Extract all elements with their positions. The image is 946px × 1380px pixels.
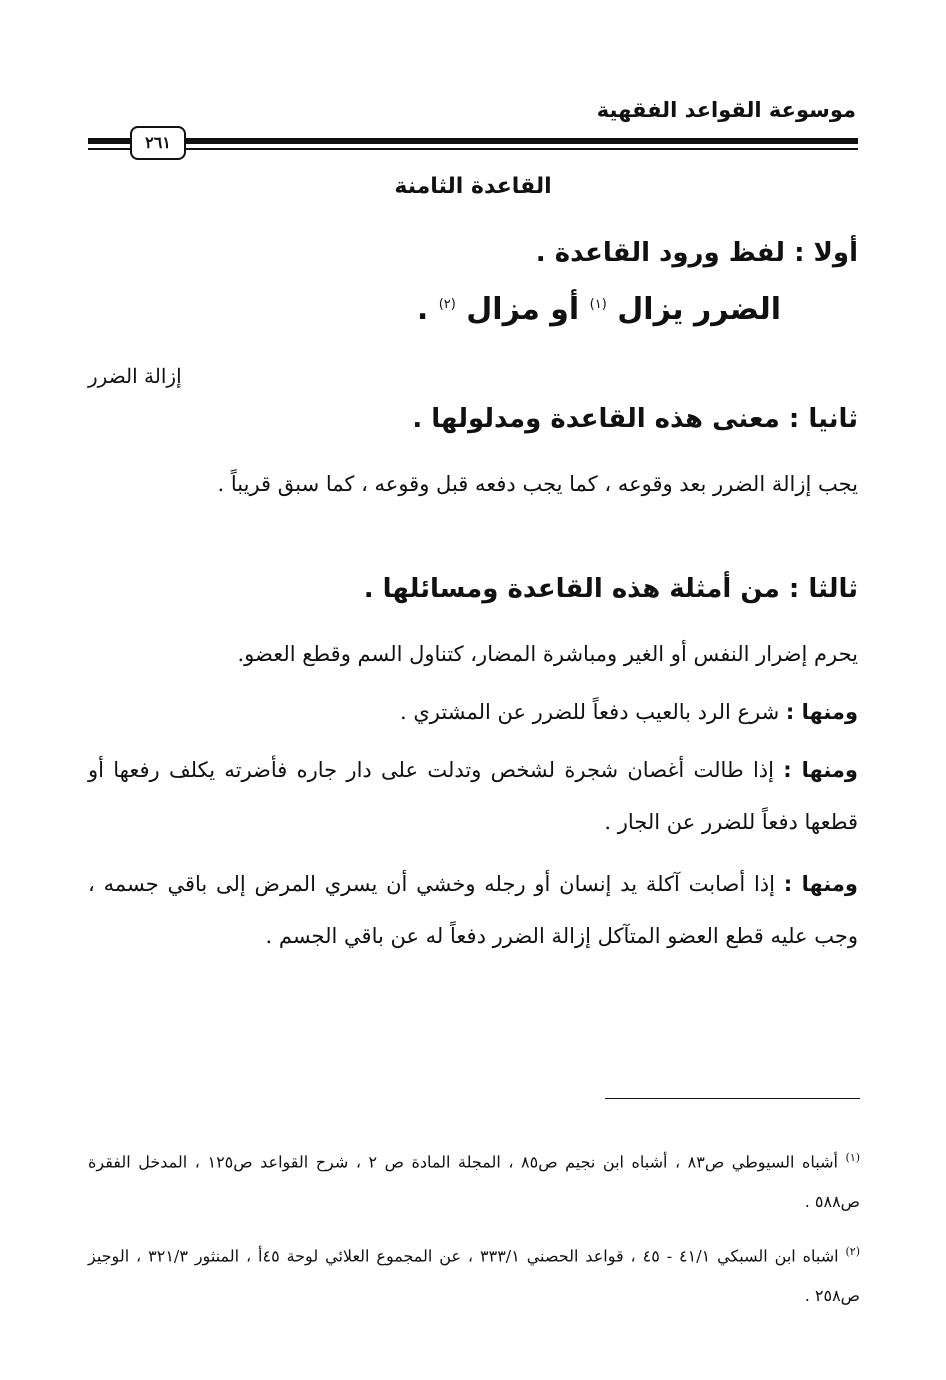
maxim-part-b: أو مزال — [466, 292, 580, 327]
footnote-ref-2[interactable]: (٢) — [438, 297, 456, 312]
maxim — [417, 292, 781, 327]
footnote-mark: (١) — [845, 1151, 861, 1164]
footnote-2 — [88, 1232, 860, 1316]
example-lead: ومنها : — [785, 700, 858, 724]
page-number: ٢٦١ — [130, 126, 186, 160]
footnote-separator — [605, 1098, 860, 1099]
example-text: شرع الرد بالعيب دفعاً للضرر عن المشتري . — [400, 700, 780, 724]
header-rule-thin — [88, 148, 858, 150]
rule-title: القاعدة الثامنة — [394, 174, 552, 199]
example-paragraph-2 — [88, 686, 858, 738]
alternative-phrasing: إزالة الضرر — [88, 364, 182, 388]
section-heading-3: ثالثا : من أمثلة هذه القاعدة ومسائلها . — [363, 574, 858, 604]
section-heading-2: ثانيا : معنى هذه القاعدة ومدلولها . — [412, 404, 858, 434]
footnote-mark: (٢) — [845, 1245, 861, 1258]
example-text: إذا أصابت آكلة يد إنسان أو رجله وخشي أن يسري المرض إلى باقي جسمه ، وجب عليه قطع العضو المتآكل إزالة الضرر دفعاً له عن باقي الجسم . — [88, 872, 858, 948]
footnote-ref-1[interactable]: (١) — [589, 297, 607, 312]
example-paragraph-3 — [88, 744, 858, 848]
footnote-text: أشباه السيوطي ص٨٣ ، أشباه ابن نجيم ص٨٥ ، المجلة المادة ص ٢ ، شرح القواعد ص١٢٥ ، المدخل الفقرة ص٥٨٨ . — [88, 1152, 860, 1212]
example-lead: ومنها : — [783, 872, 858, 896]
meaning-paragraph: يجب إزالة الضرر بعد وقوعه ، كما يجب دفعه قبل وقوعه ، كما سبق قريباً . — [217, 472, 858, 496]
example-lead: ومنها : — [783, 758, 858, 782]
example-paragraph-1: يحرم إضرار النفس أو الغير ومباشرة المضار، كتناول السم وقطع العضو. — [237, 642, 858, 666]
maxim-part-a: الضرر يزال — [617, 292, 781, 327]
example-paragraph-4 — [88, 858, 858, 962]
section-heading-1: أولا : لفظ ورود القاعدة . — [535, 238, 858, 268]
example-text: إذا طالت أغصان شجرة لشخص وتدلت على دار جاره فأضرته يكلف رفعها أو قطعها دفعاً للضرر عن الجار . — [88, 758, 858, 834]
maxim-end: . — [416, 292, 429, 327]
running-title: موسوعة القواعد الفقهية — [596, 98, 856, 122]
footnote-1 — [88, 1138, 860, 1222]
footnote-text: اشباه ابن السبكي ٤١/١ - ٤٥ ، قواعد الحصني ٣٣٣/١ ، عن المجموع العلائي لوحة ٤٥أ ، المنثور ٣٢١/٣ ، الوجيز ص٢٥٨ . — [88, 1246, 860, 1306]
header-rule — [88, 138, 858, 144]
